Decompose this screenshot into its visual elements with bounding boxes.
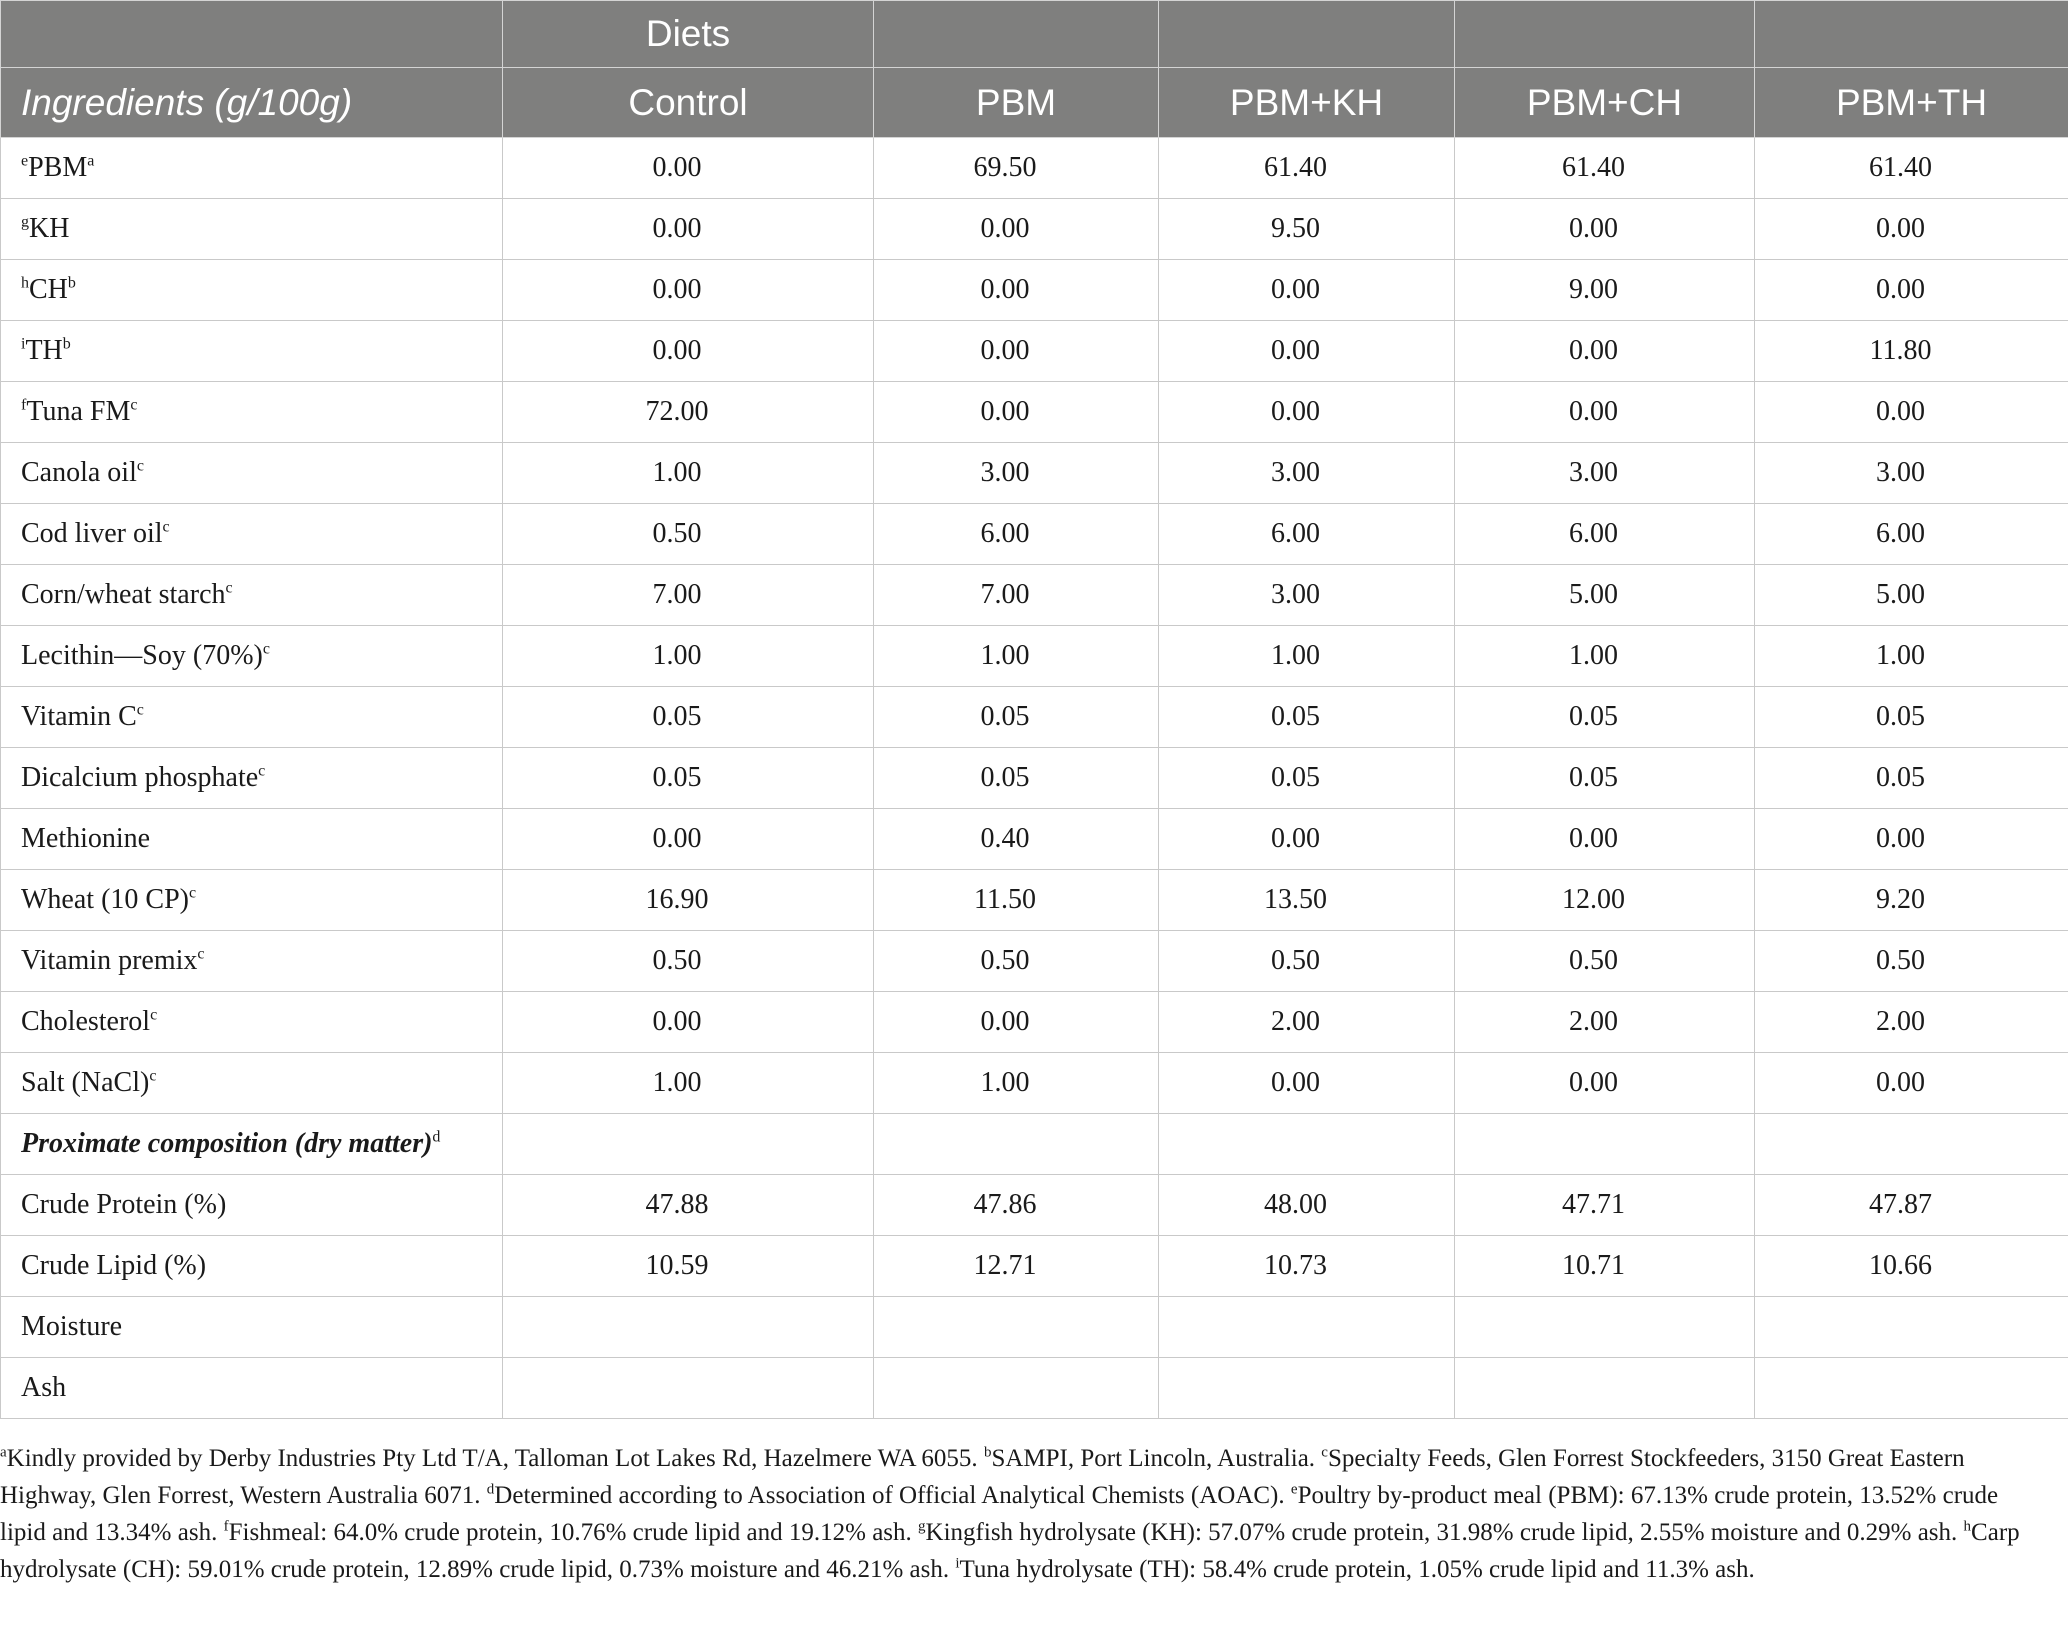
header-row-group [1, 1, 2068, 68]
table-row [1, 992, 2068, 1053]
footnote-mark: f [223, 1518, 229, 1535]
ingredient-name: KH [29, 213, 70, 244]
value-cell: 61.40 [1159, 138, 1455, 199]
table-row [1, 1236, 2068, 1297]
value-cell: 0.00 [1455, 321, 1755, 382]
table-header [1, 1, 2068, 138]
footnote-marker: h [21, 274, 29, 292]
value-cell: 0.00 [874, 382, 1159, 443]
value-cell [1159, 1358, 1455, 1419]
table-body [1, 138, 2068, 1419]
value-cell: 0.00 [1455, 809, 1755, 870]
ingredient-name-cell [1, 199, 503, 260]
table-row [1, 931, 2068, 992]
footnote-marker: c [162, 518, 170, 536]
value-cell: 0.00 [1159, 260, 1455, 321]
footnote-marker: c [197, 945, 205, 963]
value-cell [1159, 1297, 1455, 1358]
value-cell: 0.05 [1159, 748, 1455, 809]
table-row [1, 565, 2068, 626]
footnote-marker: c [149, 1067, 157, 1085]
value-cell: 3.00 [1159, 565, 1455, 626]
header-blank-cell [874, 1, 1159, 68]
footnote-mark: c [1321, 1444, 1328, 1461]
header-column-pbm-ch: PBM+CH [1455, 68, 1755, 138]
value-cell: 12.00 [1455, 870, 1755, 931]
footnote-marker: a [87, 152, 95, 170]
value-cell [1755, 1358, 2068, 1419]
value-cell: 47.87 [1755, 1175, 2068, 1236]
value-cell: 0.00 [874, 199, 1159, 260]
value-cell: 11.80 [1755, 321, 2068, 382]
ingredient-name-cell [1, 565, 503, 626]
proximate-name-cell: Ash [1, 1358, 503, 1419]
footnote-marker: c [225, 579, 233, 597]
footnote-mark: a [0, 1444, 7, 1461]
value-cell: 1.00 [503, 626, 874, 687]
ingredient-name-cell [1, 870, 503, 931]
value-cell: 2.00 [1755, 992, 2068, 1053]
table-row [1, 199, 2068, 260]
value-cell: 2.00 [1455, 992, 1755, 1053]
value-cell: 0.00 [503, 138, 874, 199]
value-cell: 3.00 [1159, 443, 1455, 504]
ingredient-name-cell [1, 992, 503, 1053]
empty-cell [1755, 1114, 2068, 1175]
footnote-marker: i [21, 335, 26, 353]
value-cell: 1.00 [503, 1053, 874, 1114]
table-row [1, 138, 2068, 199]
ingredient-name: Lecithin—Soy (70%) [21, 640, 263, 671]
footnote-marker: c [188, 884, 197, 902]
footnote-mark: d [486, 1481, 495, 1498]
footnote-mark: g [918, 1518, 926, 1535]
header-blank-cell [1, 1, 503, 68]
table-row [1, 626, 2068, 687]
value-cell: 1.00 [1755, 626, 2068, 687]
value-cell: 0.00 [1755, 1053, 2068, 1114]
value-cell: 61.40 [1755, 138, 2068, 199]
value-cell: 10.73 [1159, 1236, 1455, 1297]
value-cell: 48.00 [1159, 1175, 1455, 1236]
footnote-mark: b [983, 1444, 992, 1461]
value-cell [874, 1297, 1159, 1358]
value-cell: 0.00 [1159, 382, 1455, 443]
proximate-name-cell: Crude Protein (%) [1, 1175, 503, 1236]
table-row [1, 1175, 2068, 1236]
ingredient-name: PBM [28, 152, 88, 183]
ingredient-name-cell [1, 1053, 503, 1114]
value-cell: 0.00 [1755, 809, 2068, 870]
header-column-pbm-kh: PBM+KH [1159, 68, 1455, 138]
ingredient-name-cell [1, 504, 503, 565]
value-cell: 72.00 [503, 382, 874, 443]
value-cell: 0.50 [1755, 931, 2068, 992]
value-cell: 9.20 [1755, 870, 2068, 931]
value-cell: 0.00 [1755, 382, 2068, 443]
value-cell: 5.00 [1755, 565, 2068, 626]
value-cell: 0.00 [1455, 382, 1755, 443]
ingredient-name: CH [29, 274, 68, 305]
ingredient-name: Corn/wheat starch [21, 579, 226, 610]
value-cell: 0.00 [1159, 321, 1455, 382]
value-cell [503, 1358, 874, 1419]
proximate-name-cell: Moisture [1, 1297, 503, 1358]
value-cell: 0.00 [503, 992, 874, 1053]
value-cell: 61.40 [1455, 138, 1755, 199]
footnote-marker: d [432, 1128, 441, 1146]
header-blank-cell [1755, 1, 2068, 68]
footnote-marker: c [258, 762, 266, 780]
value-cell: 3.00 [1455, 443, 1755, 504]
footnote-marker: e [21, 152, 29, 170]
table-row [1, 748, 2068, 809]
value-cell: 0.05 [503, 748, 874, 809]
value-cell: 11.50 [874, 870, 1159, 931]
value-cell: 0.00 [1455, 1053, 1755, 1114]
header-row-columns [1, 68, 2068, 138]
empty-cell [1455, 1114, 1755, 1175]
value-cell: 47.86 [874, 1175, 1159, 1236]
footnote-marker: b [62, 335, 71, 353]
ingredient-name-cell [1, 748, 503, 809]
footnote-text: Poultry by-product meal (PBM): 67.13% crude protein, 13.52% crude lipid and 13.34% ash. [0, 1482, 1999, 1546]
value-cell: 0.50 [1159, 931, 1455, 992]
footnote-text: Determined according to Association of Official Analytical Chemists (AOAC). [494, 1482, 1291, 1509]
ingredient-name-cell [1, 260, 503, 321]
value-cell [1455, 1358, 1755, 1419]
ingredient-name: Cholesterol [21, 1006, 151, 1037]
value-cell: 0.40 [874, 809, 1159, 870]
value-cell: 6.00 [1159, 504, 1455, 565]
table-row [1, 687, 2068, 748]
value-cell: 0.00 [1455, 199, 1755, 260]
value-cell: 1.00 [1455, 626, 1755, 687]
header-ingredients-label: Ingredients (g/100g) [1, 68, 503, 138]
value-cell: 7.00 [503, 565, 874, 626]
footnote-marker: c [136, 457, 144, 475]
value-cell: 16.90 [503, 870, 874, 931]
value-cell [503, 1297, 874, 1358]
value-cell: 0.00 [1159, 809, 1455, 870]
empty-cell [1159, 1114, 1455, 1175]
footnote-text: Fishmeal: 64.0% crude protein, 10.76% crude lipid and 19.12% ash. [228, 1519, 919, 1546]
value-cell: 0.00 [874, 260, 1159, 321]
table-row [1, 809, 2068, 870]
ingredient-name-cell [1, 321, 503, 382]
value-cell: 9.00 [1455, 260, 1755, 321]
value-cell: 12.71 [874, 1236, 1159, 1297]
value-cell [1755, 1297, 2068, 1358]
ingredient-name-cell [1, 931, 503, 992]
value-cell: 0.05 [1159, 687, 1455, 748]
header-blank-cell [1455, 1, 1755, 68]
value-cell: 0.05 [1755, 748, 2068, 809]
value-cell: 10.71 [1455, 1236, 1755, 1297]
ingredient-name-cell [1, 687, 503, 748]
footnote-mark: h [1963, 1518, 1972, 1535]
table-row [1, 260, 2068, 321]
footnote-text: Tuna hydrolysate (TH): 58.4% crude protein, 1.05% crude lipid and 11.3% ash. [959, 1556, 1755, 1583]
ingredient-name: Vitamin C [21, 701, 137, 732]
table-footnotes [0, 1440, 2050, 1588]
value-cell: 0.00 [503, 199, 874, 260]
value-cell: 1.00 [874, 626, 1159, 687]
proximate-name-cell: Crude Lipid (%) [1, 1236, 503, 1297]
value-cell: 0.05 [874, 687, 1159, 748]
value-cell: 1.00 [874, 1053, 1159, 1114]
footnote-text: Carp hydrolysate (CH): 59.01% crude protein, 12.89% crude lipid, 0.73% moisture and 46.21% ash. [0, 1519, 2020, 1583]
footnote-marker: b [67, 274, 76, 292]
ingredient-name: Cod liver oil [21, 518, 163, 549]
value-cell: 0.05 [1455, 687, 1755, 748]
section-heading: Proximate composition (dry matter) [21, 1128, 433, 1159]
footnote-text: SAMPI, Port Lincoln, Australia. [991, 1445, 1322, 1472]
value-cell: 0.00 [1755, 260, 2068, 321]
ingredient-name: Salt (NaCl) [21, 1067, 150, 1098]
value-cell: 2.00 [1159, 992, 1455, 1053]
value-cell: 69.50 [874, 138, 1159, 199]
value-cell: 0.50 [503, 504, 874, 565]
value-cell: 6.00 [874, 504, 1159, 565]
value-cell: 0.05 [1755, 687, 2068, 748]
ingredient-name-cell [1, 138, 503, 199]
value-cell: 0.05 [874, 748, 1159, 809]
footnote-marker: c [262, 640, 270, 658]
footnote-text: Kindly provided by Derby Industries Pty Ltd T/A, Talloman Lot Lakes Rd, Hazelmere WA 6055. [6, 1445, 984, 1472]
footnote-marker: c [136, 701, 144, 719]
footnote-text: Kingfish hydrolysate (KH): 57.07% crude protein, 31.98% crude lipid, 2.55% moisture and 0.29% ash. [925, 1519, 1964, 1546]
footnote-marker: f [21, 396, 27, 414]
table-row [1, 1358, 2068, 1419]
ingredient-name-cell [1, 382, 503, 443]
value-cell: 10.66 [1755, 1236, 2068, 1297]
value-cell [1455, 1297, 1755, 1358]
ingredient-name-cell [1, 809, 503, 870]
value-cell: 0.00 [1159, 1053, 1455, 1114]
footnote-marker: g [21, 213, 29, 231]
section-row [1, 1114, 2068, 1175]
table-row [1, 504, 2068, 565]
footnote-marker: c [150, 1006, 158, 1024]
ingredient-name-cell [1, 443, 503, 504]
table-row [1, 382, 2068, 443]
table-row [1, 443, 2068, 504]
header-column-pbm-th: PBM+TH [1755, 68, 2068, 138]
value-cell: 0.05 [503, 687, 874, 748]
value-cell: 13.50 [1159, 870, 1455, 931]
value-cell: 0.00 [503, 260, 874, 321]
value-cell: 1.00 [1159, 626, 1455, 687]
value-cell: 3.00 [874, 443, 1159, 504]
table-row [1, 1297, 2068, 1358]
ingredient-name: Methionine [21, 823, 151, 854]
footnote-marker: c [130, 396, 138, 414]
value-cell: 0.00 [874, 992, 1159, 1053]
ingredient-name-cell [1, 626, 503, 687]
header-column-pbm: PBM [874, 68, 1159, 138]
value-cell: 0.50 [874, 931, 1159, 992]
header-diets-label: Diets [503, 1, 874, 68]
value-cell: 1.00 [503, 443, 874, 504]
table-row [1, 870, 2068, 931]
section-heading-cell [1, 1114, 503, 1175]
value-cell: 3.00 [1755, 443, 2068, 504]
header-column-control: Control [503, 68, 874, 138]
value-cell: 6.00 [1455, 504, 1755, 565]
value-cell: 0.00 [503, 321, 874, 382]
table-row [1, 321, 2068, 382]
footnote-text: Specialty Feeds, Glen Forrest Stockfeeders, 3150 Great Eastern Highway, Glen Forrest, Western Australia 6071. [0, 1445, 1965, 1509]
ingredient-name: Vitamin premix [21, 945, 198, 976]
value-cell: 0.05 [1455, 748, 1755, 809]
value-cell: 7.00 [874, 565, 1159, 626]
ingredient-name: Dicalcium phosphate [21, 762, 259, 793]
ingredient-name: Canola oil [21, 457, 137, 488]
empty-cell [503, 1114, 874, 1175]
value-cell: 10.59 [503, 1236, 874, 1297]
value-cell: 0.00 [503, 809, 874, 870]
ingredient-name: Wheat (10 CP) [21, 884, 189, 915]
value-cell [874, 1358, 1159, 1419]
value-cell: 0.00 [1755, 199, 2068, 260]
value-cell: 9.50 [1159, 199, 1455, 260]
value-cell: 5.00 [1455, 565, 1755, 626]
ingredient-name: Tuna FM [26, 396, 131, 427]
value-cell: 6.00 [1755, 504, 2068, 565]
table-row [1, 1053, 2068, 1114]
header-blank-cell [1159, 1, 1455, 68]
value-cell: 0.00 [874, 321, 1159, 382]
value-cell: 0.50 [503, 931, 874, 992]
value-cell: 47.88 [503, 1175, 874, 1236]
footnote-mark: i [955, 1555, 960, 1572]
empty-cell [874, 1114, 1159, 1175]
value-cell: 47.71 [1455, 1175, 1755, 1236]
ingredient-name: TH [25, 335, 63, 366]
footnote-mark: e [1290, 1481, 1298, 1498]
value-cell: 0.50 [1455, 931, 1755, 992]
